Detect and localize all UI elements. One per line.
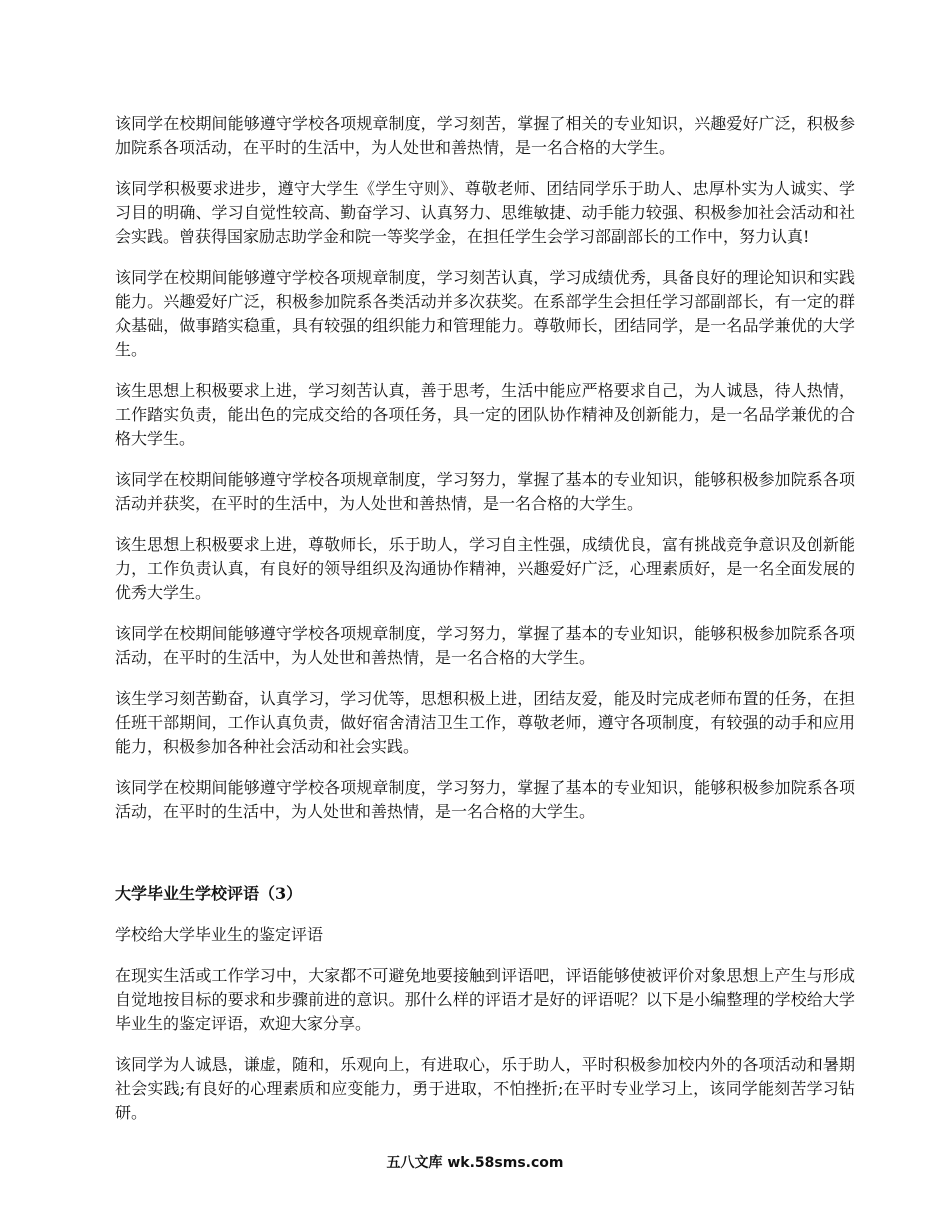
comment-paragraph: 该同学在校期间能够遵守学校各项规章制度，学习努力，掌握了基本的专业知识，能够积极参加院系各项活动，在平时的生活中，为人处世和善热情，是一名合格的大学生。 — [115, 624, 855, 667]
document-body — [115, 112, 855, 1142]
comment-paragraph: 该生学习刻苦勤奋，认真学习，学习优等，思想积极上进，团结友爱，能及时完成老师布置的任务，在担任班干部期间，工作认真负责，做好宿舍清洁卫生工作，尊敬老师，遵守各项制度，有较强的动手和应用能力，积极参加各种社会活动和社会实践。 — [115, 689, 855, 756]
footer-watermark: 五八文库 wk.58sms.com — [386, 1155, 564, 1171]
section-title: 大学毕业生学校评语（3） — [115, 884, 303, 903]
comment-paragraph: 该生思想上积极要求上进，尊敬师长，乐于助人，学习自主性强，成绩优良，富有挑战竞争意识及创新能力，工作负责认真，有良好的领导组织及沟通协作精神，兴趣爱好广泛，心理素质好，是一名全面发展的优秀大学生。 — [115, 535, 855, 602]
section-subtitle: 学校给大学毕业生的鉴定评语 — [115, 925, 324, 944]
comment-paragraph: 该生思想上积极要求上进，学习刻苦认真，善于思考，生活中能应严格要求自己，为人诚恳，待人热情，工作踏实负责，能出色的完成交给的各项任务，具一定的团队协作精神及创新能力，是一名品学兼优的合格大学生。 — [115, 381, 855, 448]
comment-paragraph: 该同学在校期间能够遵守学校各项规章制度，学习刻苦认真，学习成绩优秀，具备良好的理论知识和实践能力。兴趣爱好广泛，积极参加院系各类活动并多次获奖。在系部学生会担任学习部副部长，有一定的群众基础，做事踏实稳重，具有较强的组织能力和管理能力。尊敬师长，团结同学，是一名品学兼优的大学生。 — [115, 268, 855, 359]
comment-paragraph: 该同学为人诚恳，谦虚，随和，乐观向上，有进取心，乐于助人，平时积极参加校内外的各项活动和暑期社会实践;有良好的心理素质和应变能力，勇于进取，不怕挫折;在平时专业学习上，该同学能刻苦学习钻研。 — [115, 1055, 855, 1122]
comment-paragraph: 该同学在校期间能够遵守学校各项规章制度，学习刻苦，掌握了相关的专业知识，兴趣爱好广泛，积极参加院系各项活动，在平时的生活中，为人处世和善热情，是一名合格的大学生。 — [115, 114, 855, 157]
comment-paragraph: 该同学在校期间能够遵守学校各项规章制度，学习努力，掌握了基本的专业知识，能够积极参加院系各项活动，在平时的生活中，为人处世和善热情，是一名合格的大学生。 — [115, 778, 855, 821]
section-intro: 在现实生活或工作学习中，大家都不可避免地要接触到评语吧，评语能够使被评价对象思想上产生与形成自觉地按目标的要求和步骤前进的意识。那什么样的评语才是好的评语呢？以下是小编整理的学校给大学毕业生的鉴定评语，欢迎大家分享。 — [115, 966, 855, 1033]
comment-paragraph: 该同学积极要求进步，遵守大学生《学生守则》、尊敬老师、团结同学乐于助人、忠厚朴实为人诚实、学习目的明确、学习自觉性较高、勤奋学习、认真努力、思维敏捷、动手能力较强、积极参加社会活动和社会实践。曾获得国家励志助学金和院一等奖学金，在担任学生会学习部副部长的工作中，努力认真! — [115, 179, 855, 246]
comment-paragraph: 该同学在校期间能够遵守学校各项规章制度，学习努力，掌握了基本的专业知识，能够积极参加院系各项活动并获奖，在平时的生活中，为人处世和善热情，是一名合格的大学生。 — [115, 470, 855, 513]
